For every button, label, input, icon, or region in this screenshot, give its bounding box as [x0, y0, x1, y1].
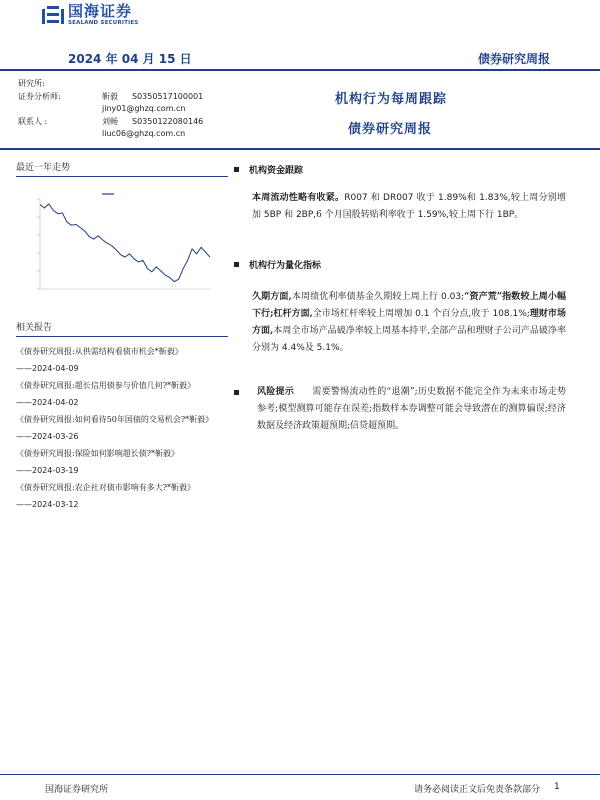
- section-heading-text: 机构行为量化指标: [249, 261, 322, 271]
- contact-label: 联系人 :: [18, 116, 48, 126]
- page-number: 1: [554, 782, 560, 792]
- section-paragraph: 久期方面,本周绩优利率债基金久期较上周上行 0.03;“资产荒”指数较上周小幅下行;杠杆方面,全市场杠杆率较上周增加 0.1 个百分点,收于 108.1%;理财市场方面,本周全市场产品破净率较上周基本持平,全部产品和理财子公司产品破净率分别为 4.4%及 5.1%。: [252, 292, 566, 353]
- section-heading: [234, 163, 566, 176]
- risk-text: 需要警惕流动性的“退潮”;历史数据不能完全作为未来市场走势参考;模型测算可能存在误差;指数样本券调整可能会导致潜在的测算偏误;经济数据及经济政策超预期;信贷超预期。: [257, 387, 566, 431]
- section-heading: [234, 258, 566, 271]
- contact-cert: S0350122080146: [132, 116, 204, 126]
- logo-text: 国海证券: [68, 2, 133, 20]
- trend-chart-svg: [16, 187, 216, 307]
- footer-institute: 国海证券研究所: [45, 785, 109, 795]
- institute-label: 研究所:: [18, 79, 45, 88]
- trend-chart: [16, 187, 228, 311]
- report-type: 债券研究周报: [478, 52, 551, 66]
- section-heading-text: 风险提示: [257, 387, 295, 397]
- section-paragraph: 本周流动性略有收紧。R007 和 DR007 收于 1.89%和 1.83%,较上周分别增加 5BP 和 2BP,6 个月国股转贴利率收于 1.59%,较上周下行 1BP。: [252, 193, 566, 220]
- analyst-label: 证券分析师:: [18, 91, 61, 101]
- analyst-info: [18, 78, 203, 141]
- report-item-date: ——2024-03-19: [16, 466, 79, 475]
- report-item[interactable]: [16, 377, 228, 411]
- section-paragraph: [234, 384, 566, 435]
- section-indicators: [234, 258, 566, 357]
- report-item-date: ——2024-03-12: [16, 500, 79, 509]
- company-logo: [42, 4, 138, 27]
- report-item-text: 《债券研究周报:如何看待50年国债的交易机会?*靳毅》: [16, 415, 214, 424]
- contact-name: 刘畅: [102, 116, 118, 126]
- bullet-icon: [234, 167, 239, 172]
- report-item[interactable]: [16, 445, 228, 479]
- analyst-name: 靳毅: [102, 91, 118, 101]
- report-item[interactable]: [16, 479, 228, 513]
- bullet-icon: [234, 262, 239, 267]
- series-line: [40, 204, 210, 282]
- related-reports: [16, 320, 228, 513]
- bullet-icon: [234, 390, 239, 395]
- report-item-text: 《债券研究周报:农企社对债市影响有多大?*靳毅》: [16, 483, 195, 492]
- contact-email[interactable]: liuc06@ghzq.com.cn: [102, 129, 186, 138]
- report-item-text: 《债券研究周报:保险如何影响超长债?*靳毅》: [16, 449, 179, 458]
- trend-title: 最近一年走势: [16, 160, 228, 177]
- reports-list: [16, 343, 228, 513]
- footer-divider: [0, 774, 600, 775]
- logo-subtext: SEALAND SECURITIES: [68, 20, 139, 26]
- reports-title: 相关报告: [16, 320, 228, 337]
- report-item-text: 《债券研究周报:超长信用债参与价值几何?*靳毅》: [16, 381, 195, 390]
- report-item[interactable]: [16, 411, 228, 445]
- trend-panel: [16, 160, 228, 311]
- section-risk: [234, 384, 566, 435]
- report-subtitle: 债券研究周报: [348, 122, 433, 137]
- section-liquidity: [234, 163, 566, 224]
- header-divider: [0, 69, 600, 71]
- report-item[interactable]: [16, 343, 228, 377]
- report-item-date: ——2024-04-02: [16, 398, 79, 407]
- report-item-date: ——2024-04-09: [16, 364, 79, 373]
- report-title: 机构行为每周跟踪: [335, 92, 448, 107]
- analyst-cert: S0350517100001: [132, 91, 204, 101]
- report-item-text: 《债券研究周报:从供需结构看债市机会*靳毅》: [16, 347, 183, 356]
- report-item-date: ——2024-03-26: [16, 432, 79, 441]
- analyst-email[interactable]: jiny01@ghzq.com.cn: [102, 104, 186, 113]
- title-divider: [0, 148, 600, 150]
- logo-mark-icon: [42, 6, 64, 26]
- section-heading-text: 机构资金跟踪: [249, 166, 304, 176]
- report-date: 2024 年 04 月 15 日: [68, 52, 192, 66]
- footer-disclaimer: 请务必阅读正文后免责条款部分: [414, 785, 541, 795]
